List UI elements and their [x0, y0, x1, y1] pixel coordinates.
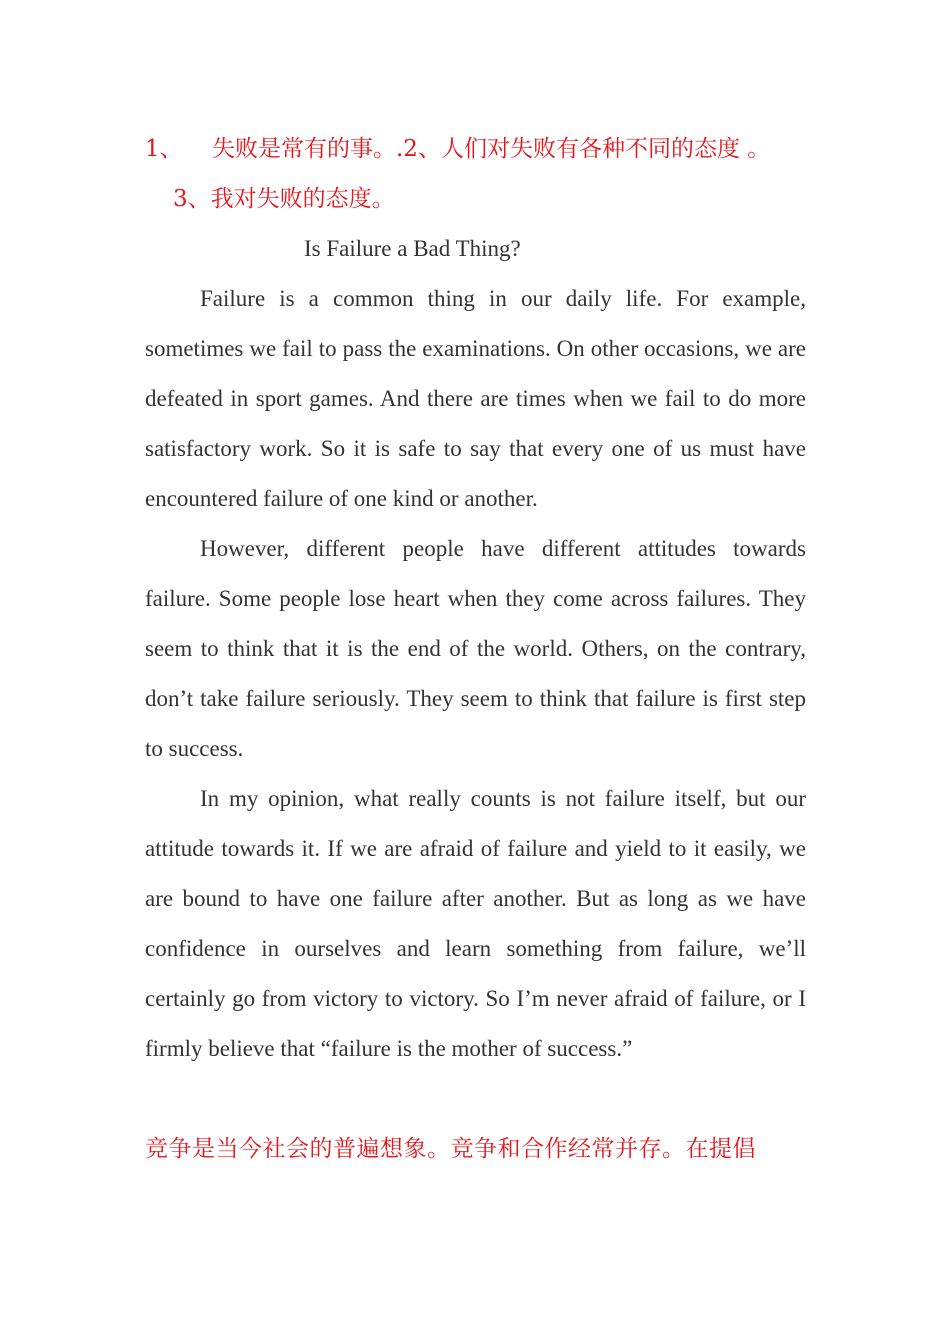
essay-title: Is Failure a Bad Thing? [304, 236, 521, 261]
document-page [145, 124, 806, 1174]
outline-line-2: 3、我对失败的态度。 [173, 186, 395, 212]
next-section-text: 竞争是当今社会的普遍想象。竞争和合作经常并存。在提倡 [145, 1136, 756, 1162]
outline-number-1: 1、 [145, 136, 183, 162]
essay-paragraph-1: Failure is a common thing in our daily life. For example, sometimes we fail to pass the examinations. On other occasions, we are defeated in sport games. And there are times when we fail to do more satisfactory work. So it is safe to say that every one of us must have encountered failure of one kind or another. [145, 286, 806, 511]
outline-text-1: 失败是常有的事。.2、人们对失败有各种不同的态度 。 [212, 136, 771, 162]
essay-paragraph-3: In my opinion, what really counts is not failure itself, but our attitude towards it. If we are afraid of failure and yield to it easily, we are bound to have one failure after another. But as long as we have confidence in ourselves and learn something from failure, we’ll certainly go from victory to victory. So I’m never afraid of failure, or I firmly believe that “failure is the mother of success.” [145, 786, 806, 1061]
essay-paragraph-2: However, different people have different attitudes towards failure. Some people lose heart when they come across failures. They seem to think that it is the end of the world. Others, on the contrary, don’t take failure seriously. They seem to think that failure is first step to success. [145, 536, 806, 761]
spacer [145, 1074, 806, 1124]
outline-line-1 [145, 124, 806, 174]
